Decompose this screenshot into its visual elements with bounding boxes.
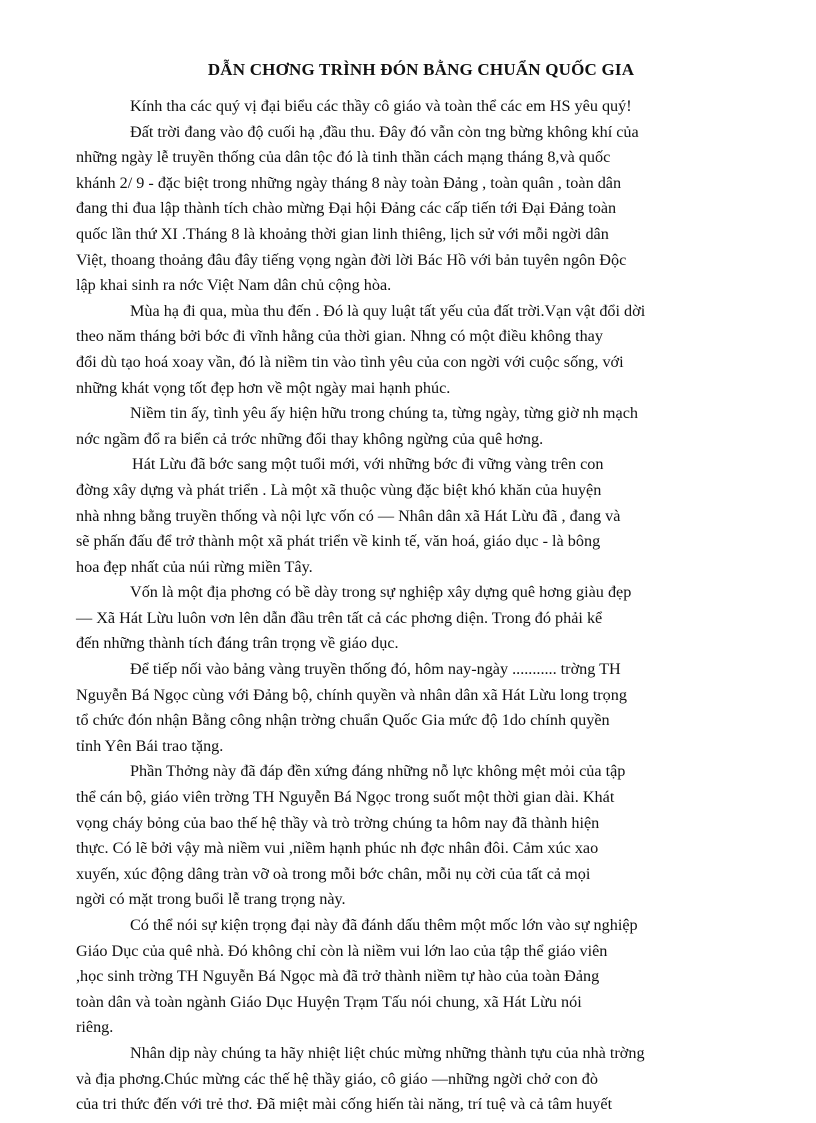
paragraph [76,401,766,452]
text-line: đến những thành tích đáng trân trọng về giáo dục. [76,634,399,653]
text-line: khánh 2/ 9 - đặc biệt trong những ngày tháng 8 này toàn Đảng , toàn quân , toàn dân [76,173,622,192]
paragraph [76,1041,766,1118]
text-line: tỉnh Yên Bái trao tặng. [76,736,224,755]
text-line: Phần Thởng này đã đáp đền xứng đáng những nỗ lực không mệt mỏi của tập [130,762,626,781]
text-line: nhà nhng bằng truyền thống và nội lực vốn có — Nhân dân xã Hát Lừu đã , đang và [76,506,621,525]
text-line: ,học sinh trờng TH Nguyễn Bá Ngọc mà đã trở thành niềm tự hào của toàn Đảng [76,967,600,986]
text-line: đang thi đua lập thành tích chào mừng Đại hội Đảng các cấp tiến tới Đại Đảng toàn [76,199,617,218]
text-line: ngời có mặt trong buổi lễ trang trọng này. [76,890,346,909]
text-line: xuyến, xúc động dâng tràn vỡ oà trong mỗi bớc chân, mỗi nụ cời của tất cả mọi [76,864,591,883]
text-line: Nhân dịp này chúng ta hãy nhiệt liệt chúc mừng những thành tựu của nhà trờng [130,1043,645,1062]
paragraph [76,120,766,299]
text-line: nớc ngầm đổ ra biển cả trớc những đổi thay không ngừng của quê hơng. [76,429,544,448]
text-line: hoa đẹp nhất của núi rừng miền Tây. [76,557,313,576]
text-line: của tri thức đến với trẻ thơ. Đã miệt mài cống hiến tài năng, trí tuệ và cả tâm huyết [76,1095,613,1114]
text-line: tổ chức đón nhận Bằng công nhận trờng chuẩn Quốc Gia mức độ 1do chính quyền [76,711,610,730]
text-line: đổi dù tạo hoá xoay vần, đó là niềm tin vào tình yêu của con ngời với cuộc sống, với [76,352,624,371]
paragraph [76,452,766,580]
text-line: sẽ phấn đấu để trở thành một xã phát triển về kinh tế, văn hoá, giáo dục - là bông [76,532,601,551]
text-line: đờng xây dựng và phát triển . Là một xã thuộc vùng đặc biệt khó khăn của huyện [76,480,602,499]
document-body [76,94,766,1118]
text-line: Vốn là một địa phơng có bề dày trong sự nghiệp xây dựng quê hơng giàu đẹp [130,583,632,602]
text-line: Việt, thoang thoảng đâu đây tiếng vọng ngàn đời lời Bác Hồ với bản tuyên ngôn Độc [76,250,627,269]
text-line: toàn dân và toàn ngành Giáo Dục Huyện Trạm Tấu nói chung, xã Hát Lừu nói [76,992,582,1011]
text-line: Kính tha các quý vị đại biểu các thầy cô giáo và toàn thể các em HS yêu quý! [130,97,632,115]
paragraph [76,759,766,913]
text-line: theo năm tháng bởi bớc đi vĩnh hằng của thời gian. Nhng có một điều không thay [76,327,603,346]
paragraph [76,94,766,120]
paragraph [76,657,766,759]
text-line: Nguyễn Bá Ngọc cùng với Đảng bộ, chính quyền và nhân dân xã Hát Lừu long trọng [76,685,627,704]
text-line: Có thể nói sự kiện trọng đại này đã đánh dấu thêm một mốc lớn vào sự nghiệp [130,916,638,934]
text-line: Niềm tin ấy, tình yêu ấy hiện hữu trong chúng ta, từng ngày, từng giờ nh mạch [130,404,638,423]
text-line: quốc lần thứ XI .Tháng 8 là khoảng thời gian linh thiêng, lịch sử với mỗi ngời dân [76,224,609,243]
paragraph [76,913,766,1041]
text-line: — Xã Hát Lừu luôn vơn lên dẫn đầu trên tất cả các phơng diện. Trong đó phải kể [76,608,603,627]
document-title: DẪN CHƠNG TRÌNH ĐÓN BẰNG CHUẨN QUỐC GIA [207,60,635,79]
text-line: vọng cháy bỏng của bao thế hệ thầy và trò trờng chúng ta hôm nay đã thành hiện [76,813,600,832]
text-line: Đất trời đang vào độ cuối hạ ,đầu thu. Đây đó vẫn còn tng bừng không khí của [130,122,639,141]
text-line: những khát vọng tốt đẹp hơn về một ngày mai hạnh phúc. [76,378,451,397]
text-line: Hát Lừu đã bớc sang một tuổi mới, với những bớc đi vững vàng trên con [132,455,604,474]
text-line: riêng. [76,1018,114,1037]
text-line: thể cán bộ, giáo viên trờng TH Nguyễn Bá Ngọc trong suốt một thời gian dài. Khát [76,788,615,807]
text-line: thực. Có lẽ bởi vậy mà niềm vui ,niềm hạnh phúc nh đợc nhân đôi. Cảm xúc xao [76,839,599,858]
paragraph [76,580,766,657]
text-line: Giáo Dục của quê nhà. Đó không chỉ còn là niềm vui lớn lao của tập thể giáo viên [76,941,608,960]
text-line: Để tiếp nối vào bảng vàng truyền thống đó, hôm nay-ngày ........... trờng TH [130,660,621,679]
text-line: Mùa hạ đi qua, mùa thu đến . Đó là quy luật tất yếu của đất trời.Vạn vật đổi dời [130,301,646,320]
text-line: và địa phơng.Chúc mừng các thế hệ thầy giáo, cô giáo —những ngời chở con đò [76,1069,598,1088]
text-line: lập khai sinh ra nớc Việt Nam dân chủ cộng hòa. [76,276,392,295]
paragraph [76,299,766,401]
text-line: những ngày lễ truyền thống của dân tộc đó là tinh thần cách mạng tháng 8,và quốc [76,148,611,167]
